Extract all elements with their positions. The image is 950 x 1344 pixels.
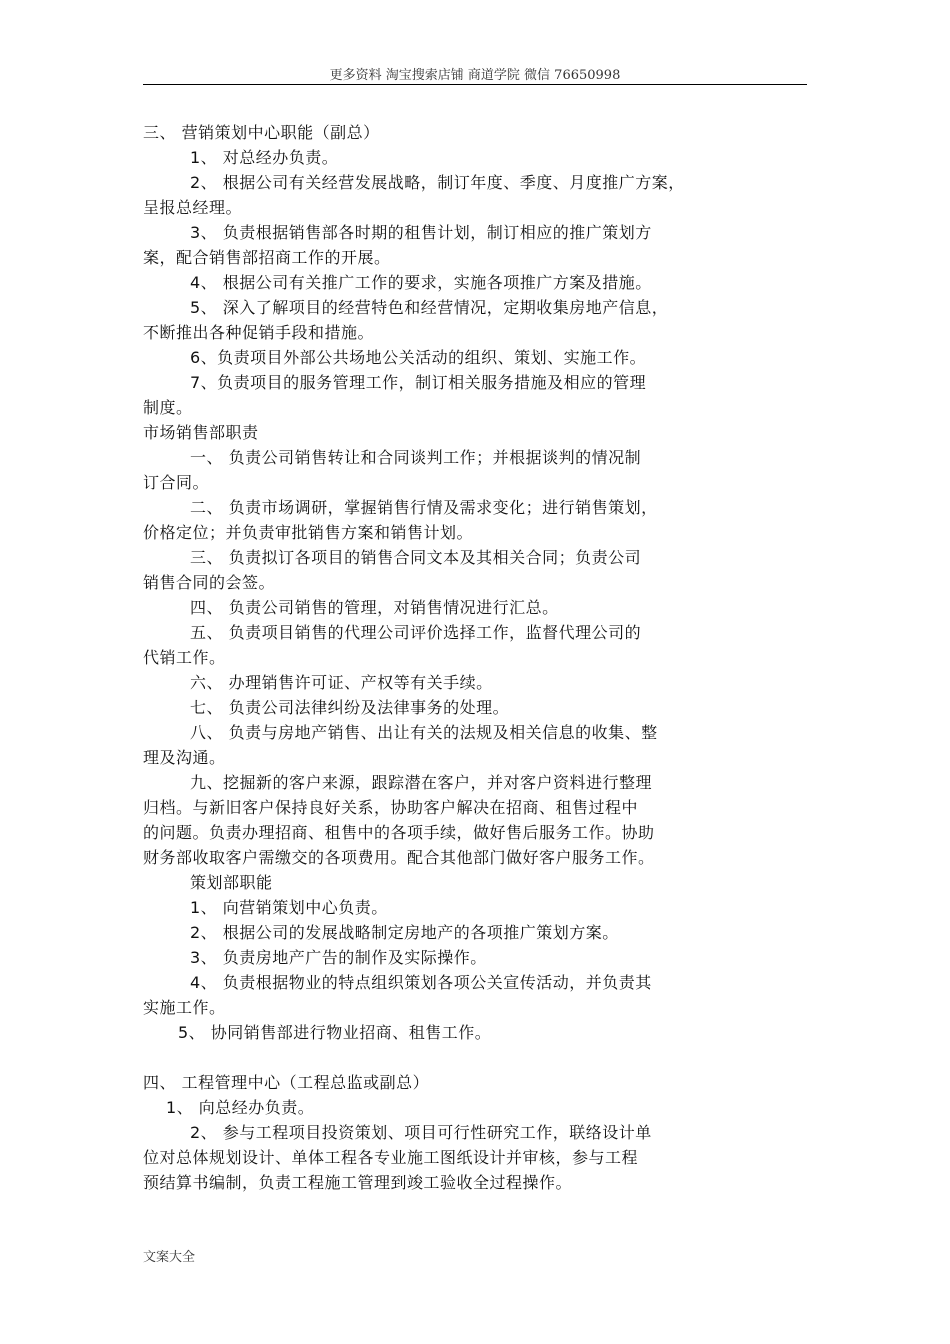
text-line: 7、负责项目的服务管理工作，制订相关服务措施及相应的管理 <box>190 373 647 392</box>
text-line: 3、 负责房地产广告的制作及实际操作。 <box>190 948 487 967</box>
text-line: 的问题。负责办理招商、租售中的各项手续，做好售后服务工作。协助 <box>143 823 655 842</box>
text-line: 2、 根据公司的发展战略制定房地产的各项推广策划方案。 <box>190 923 619 942</box>
text-line: 1、 向总经办负责。 <box>166 1098 315 1117</box>
text-line: 四、 工程管理中心（工程总监或副总） <box>143 1073 430 1092</box>
text-line: 九、挖掘新的客户来源，跟踪潜在客户，并对客户资料进行整理 <box>190 773 653 792</box>
text-line: 4、 负责根据物业的特点组织策划各项公关宣传活动，并负责其 <box>190 973 652 992</box>
header-divider <box>143 84 807 85</box>
text-line: 四、 负责公司销售的管理，对销售情况进行汇总。 <box>190 598 559 617</box>
text-line: 归档。与新旧客户保持良好关系，协助客户解决在招商、租售过程中 <box>143 798 639 817</box>
text-line: 呈报总经理。 <box>143 198 243 217</box>
text-line: 实施工作。 <box>143 998 226 1017</box>
text-line: 不断推出各种促销手段和措施。 <box>143 323 375 342</box>
text-line: 3、 负责根据销售部各时期的租售计划，制订相应的推广策划方 <box>190 223 652 242</box>
text-line: 三、 负责拟订各项目的销售合同文本及其相关合同；负责公司 <box>190 548 642 567</box>
text-line: 市场销售部职责 <box>143 423 259 442</box>
text-line: 理及沟通。 <box>143 748 226 767</box>
text-line: 策划部职能 <box>190 873 273 892</box>
blank-line <box>143 1045 823 1070</box>
page-footer: 文案大全 <box>143 1250 196 1265</box>
text-line: 4、 根据公司有关推广工作的要求，实施各项推广方案及措施。 <box>190 273 652 292</box>
text-line: 1、 向营销策划中心负责。 <box>190 898 388 917</box>
text-line: 6、负责项目外部公共场地公关活动的组织、策划、实施工作。 <box>190 348 647 367</box>
text-line: 2、 根据公司有关经营发展战略，制订年度、季度、月度推广方案， <box>190 173 685 192</box>
text-line: 代销工作。 <box>143 648 226 667</box>
text-line: 2、 参与工程项目投资策划、项目可行性研究工作，联络设计单 <box>190 1123 652 1142</box>
text-line: 六、 办理销售许可证、产权等有关手续。 <box>190 673 493 692</box>
page-header: 更多资料 淘宝搜索店铺 商道学院 微信 76650998 <box>329 68 621 83</box>
text-line: 一、 负责公司销售转让和合同谈判工作；并根据谈判的情况制 <box>190 448 642 467</box>
text-line: 案，配合销售部招商工作的开展。 <box>143 248 391 267</box>
document-body <box>143 120 823 1195</box>
text-line: 位对总体规划设计、单体工程各专业施工图纸设计并审核，参与工程 <box>143 1148 639 1167</box>
text-line: 订合同。 <box>143 473 210 492</box>
text-line: 价格定位；并负责审批销售方案和销售计划。 <box>143 523 474 542</box>
text-line: 三、 营销策划中心职能（副总） <box>143 123 380 142</box>
text-line: 1、 对总经办负责。 <box>190 148 339 167</box>
text-line: 财务部收取客户需缴交的各项费用。配合其他部门做好客户服务工作。 <box>143 848 655 867</box>
text-line: 二、 负责市场调研，掌握销售行情及需求变化；进行销售策划， <box>190 498 658 517</box>
text-line: 八、 负责与房地产销售、出让有关的法规及相关信息的收集、整 <box>190 723 658 742</box>
text-line: 五、 负责项目销售的代理公司评价选择工作，监督代理公司的 <box>190 623 642 642</box>
text-line: 销售合同的会签。 <box>143 573 276 592</box>
text-line: 5、 协同销售部进行物业招商、租售工作。 <box>178 1023 492 1042</box>
text-line: 七、 负责公司法律纠纷及法律事务的处理。 <box>190 698 510 717</box>
text-line: 5、 深入了解项目的经营特色和经营情况，定期收集房地产信息， <box>190 298 669 317</box>
text-line: 预结算书编制，负责工程施工管理到竣工验收全过程操作。 <box>143 1173 573 1192</box>
text-line: 制度。 <box>143 398 193 417</box>
